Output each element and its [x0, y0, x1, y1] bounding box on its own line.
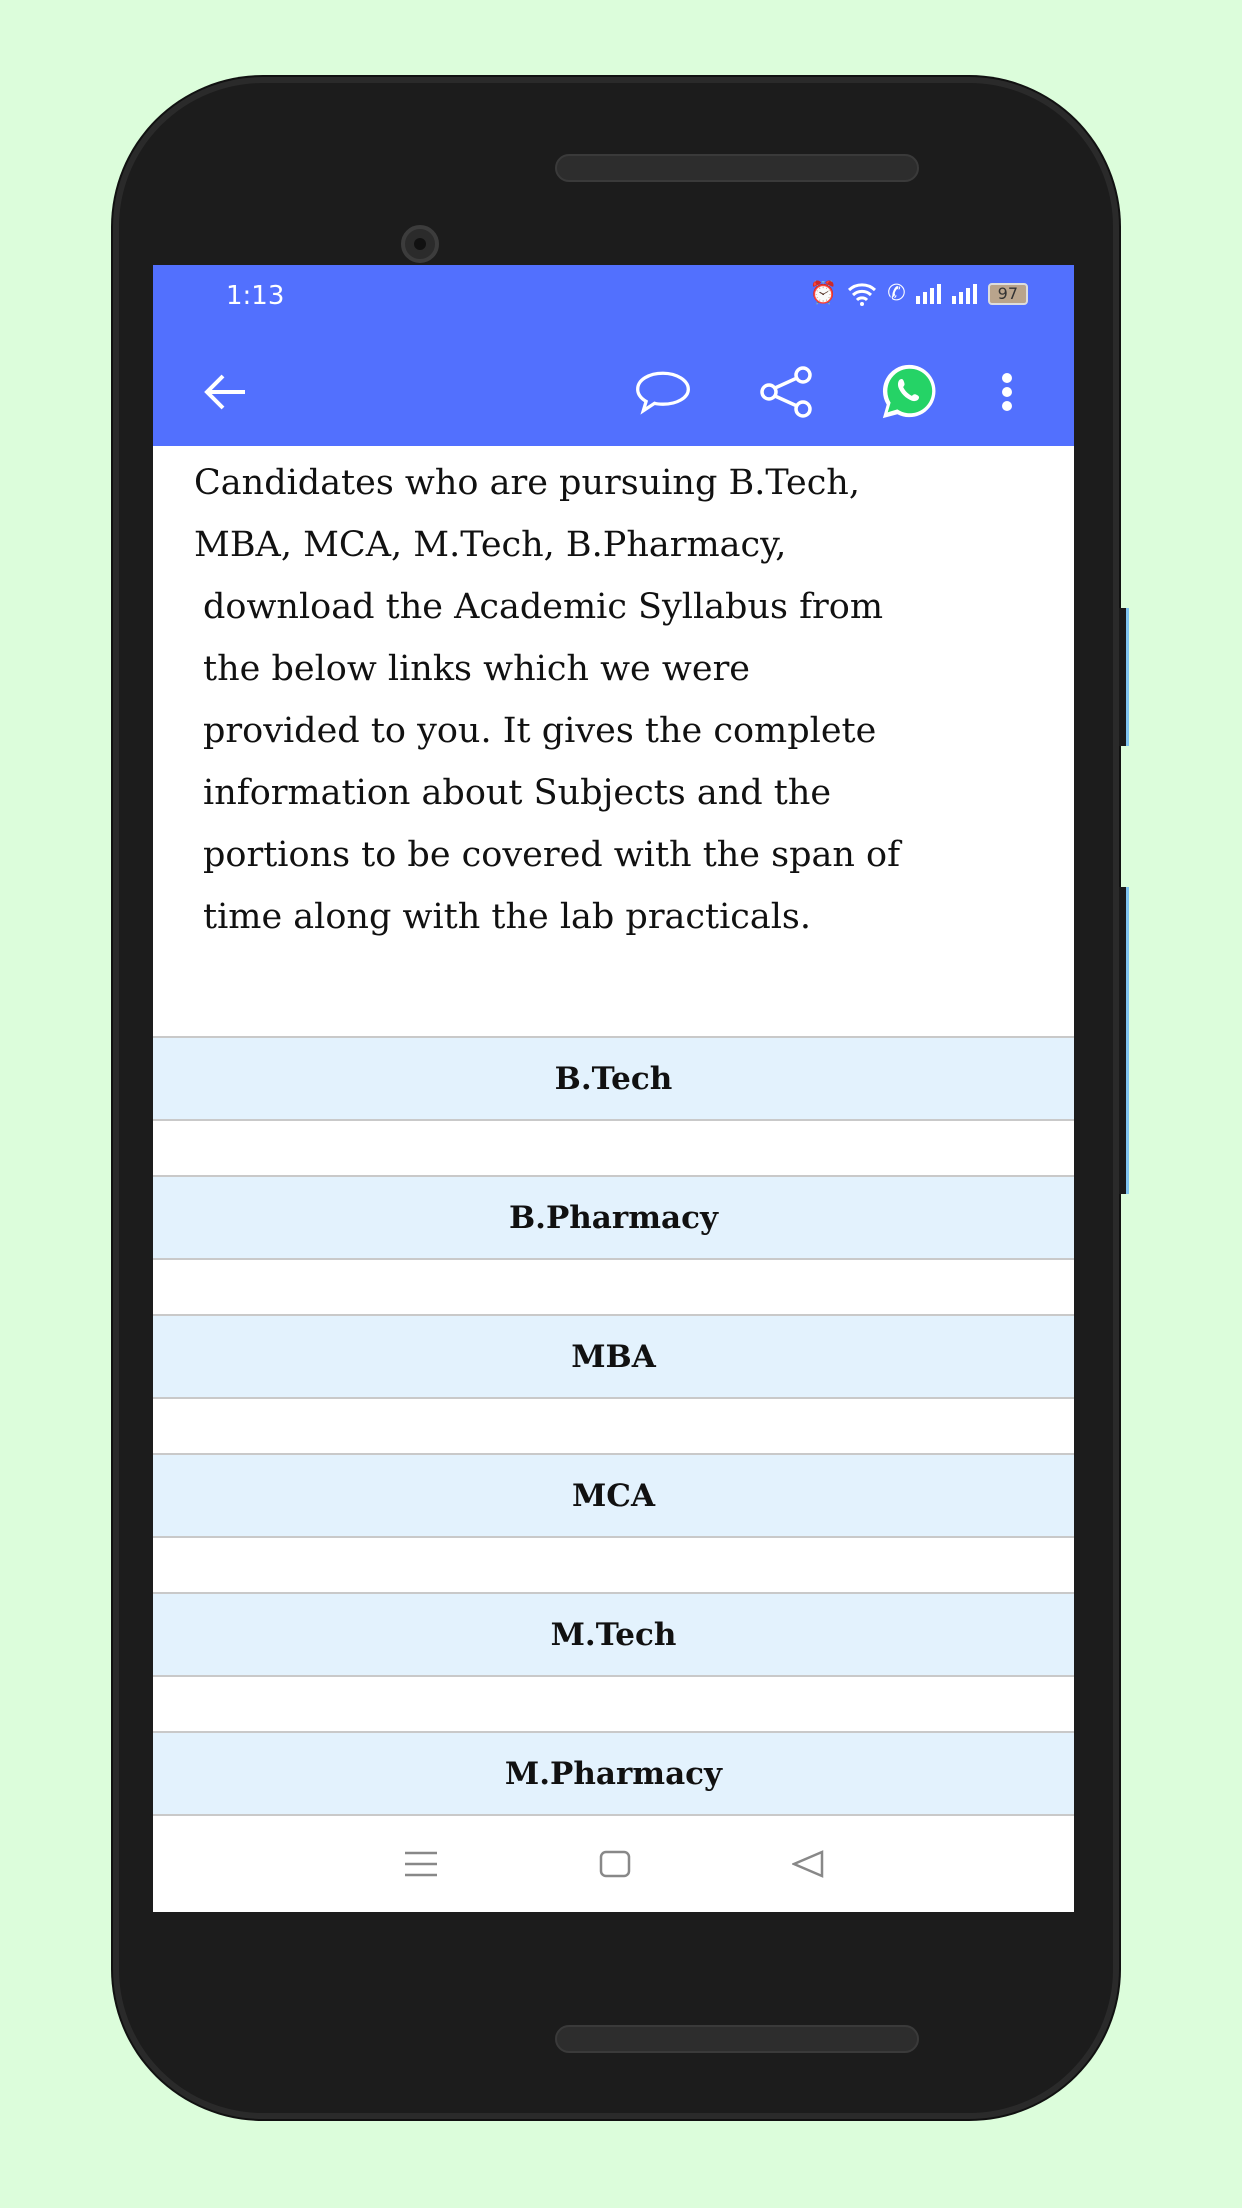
screen	[153, 265, 1074, 1912]
more-vert-icon	[1001, 372, 1013, 412]
text-line: portions to be covered with the span of	[203, 835, 901, 875]
link-mca[interactable]: MCA	[153, 1453, 1074, 1538]
top-speaker	[555, 154, 919, 182]
volume-button	[1119, 608, 1129, 746]
power-button	[1119, 887, 1129, 1194]
battery-icon: 97	[988, 283, 1028, 305]
back-nav-icon[interactable]	[792, 1850, 824, 1878]
text-line: the below links which we were	[203, 649, 751, 689]
share-button[interactable]	[757, 362, 817, 422]
front-camera	[401, 225, 439, 263]
status-bar	[153, 265, 1074, 338]
menu-icon[interactable]	[404, 1850, 438, 1878]
whatsapp-button[interactable]	[879, 362, 939, 422]
wifi-icon	[847, 282, 877, 306]
alarm-icon: ⏰	[809, 281, 838, 306]
back-button[interactable]	[195, 362, 255, 422]
text-line: Candidates who are pursuing B.Tech,	[194, 463, 860, 503]
toolbar	[153, 338, 1074, 446]
navigation-bar	[153, 1816, 1074, 1912]
link-mpharmacy[interactable]: M.Pharmacy	[153, 1731, 1074, 1816]
home-icon[interactable]	[599, 1850, 631, 1878]
whatsapp-icon	[879, 361, 939, 423]
text-line: provided to you. It gives the complete	[203, 711, 877, 751]
text-line: information about Subjects and the	[203, 773, 832, 813]
link-btech[interactable]: B.Tech	[153, 1036, 1074, 1121]
text-line: download the Academic Syllabus from	[203, 587, 884, 627]
syllabus-links	[153, 1036, 1074, 1870]
wifi-call-icon: ✆	[887, 281, 906, 306]
bottom-speaker	[555, 2025, 919, 2053]
link-mtech[interactable]: M.Tech	[153, 1592, 1074, 1677]
comment-icon	[633, 368, 693, 416]
description-text	[153, 452, 1074, 948]
signal-icon-2	[952, 284, 978, 304]
text-line: MBA, MCA, M.Tech, B.Pharmacy,	[194, 525, 787, 565]
more-button[interactable]	[987, 362, 1027, 422]
share-icon	[757, 365, 817, 419]
signal-icon	[916, 284, 942, 304]
back-arrow-icon	[203, 372, 247, 412]
comment-button[interactable]	[633, 362, 693, 422]
link-bpharmacy[interactable]: B.Pharmacy	[153, 1175, 1074, 1260]
text-line: time along with the lab practicals.	[203, 897, 812, 937]
link-mba[interactable]: MBA	[153, 1314, 1074, 1399]
status-time: 1:13	[226, 281, 285, 311]
